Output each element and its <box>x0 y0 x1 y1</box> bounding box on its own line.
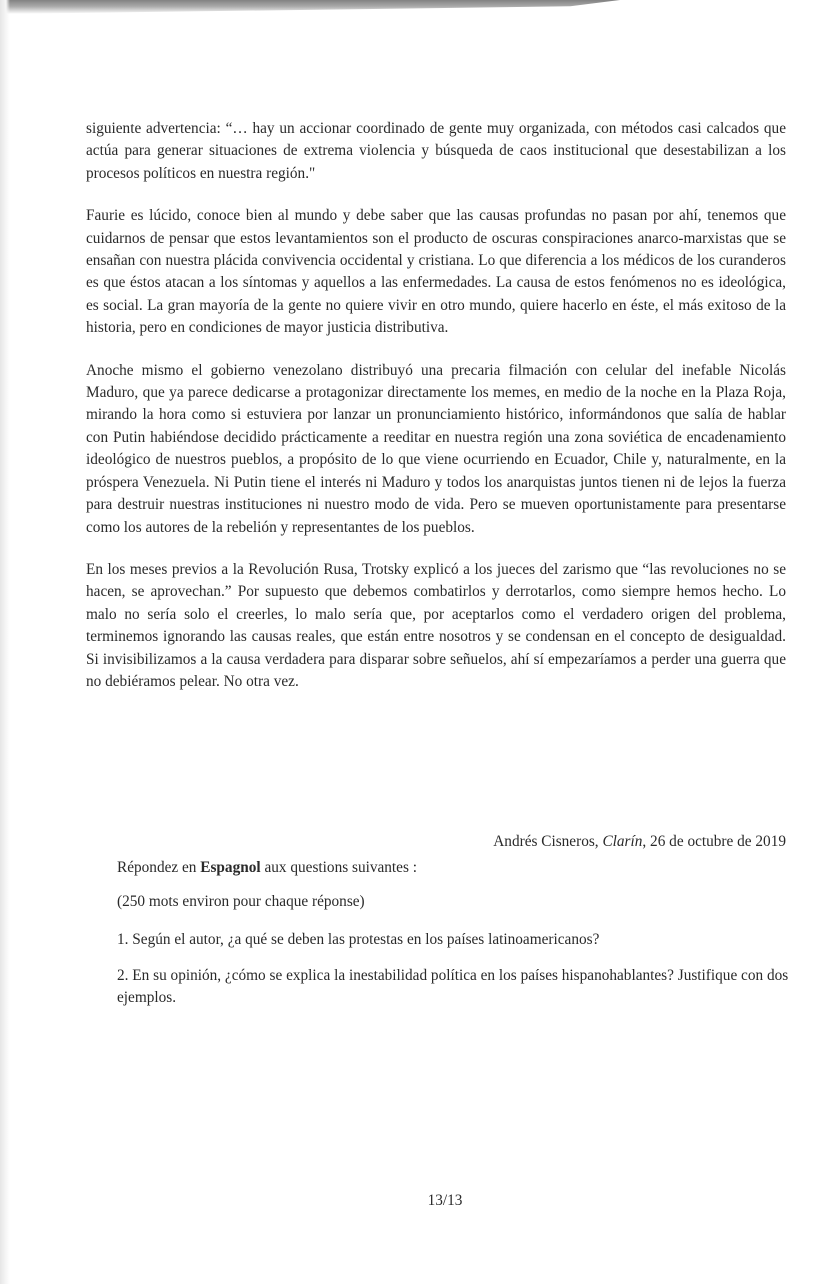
article-paragraph-3: Anoche mismo el gobierno venezolano distribuyó una precaria filmación con celular del inefable Nicolás Maduro, que ya parece dedicarse a protagonizar directamente los memes, en medio de la noche en la Plaza Roja, mirando la hora como si estuviera por lanzar un pronunciamiento histórico, informándonos que salía de hablar con Putin habiéndose decidido prácticamente a reeditar en nuestra región una zona soviética de encadenamiento ideológico de nuestros pueblos, a propósito de lo que viene ocurriendo en Ecuador, Chile y, naturalmente, en la próspera Venezuela. Ni Putin tiene el interés ni Maduro y todos los anarquistas juntos tienen ni de lejos la fuerza para destruir nuestras instituciones ni nuestro modo de vida. Pero se mueven oportunistamente para presentarse como los autores de la rebelión y representantes de los pueblos. <box>86 361 786 536</box>
questions-section <box>117 857 797 1023</box>
article-signature <box>86 831 786 853</box>
article-body <box>86 118 786 713</box>
questions-instruction <box>117 857 797 879</box>
signature-author: Andrés Cisneros, <box>493 833 603 850</box>
instruction-suffix: aux questions suivantes : <box>260 859 417 876</box>
article-paragraph-4: En los meses previos a la Revolución Rusa, Trotsky explicó a los jueces del zarismo que “las revoluciones no se hacen, se aprovechan.” Por supuesto que debemos combatirlos y derrotarlos, como siempre hemos hecho. Lo malo no sería solo el creerles, lo malo sería que, por aceptarlos como el verdadero origen del problema, terminemos ignorando las causas reales, que están entre nosotros y se condensan en el concepto de desigualdad. Si invisibilizamos a la causa verdadera para disparar sobre señuelos, ahí sí empezaríamos a perder una guerra que no debiéramos pelear. No otra vez. <box>86 560 786 690</box>
signature-source: Clarín <box>602 833 643 850</box>
questions-length-note: (250 mots environ pour chaque réponse) <box>117 893 365 910</box>
page-number: 13/13 <box>427 1192 463 1209</box>
question-2: 2. En su opinión, ¿cómo se explica la inestabilidad política en los países hispanohablantes? Justifique con dos ejemplos. <box>117 967 789 1006</box>
signature-date: , 26 de octubre de 2019 <box>642 833 786 850</box>
article-paragraph-1: siguiente advertencia: “… hay un accionar coordinado de gente muy organizada, con métodos casi calcados que actúa para generar situaciones de extrema violencia y búsqueda de caos institucional que desestabilizan a los procesos políticos en nuestra región." <box>86 120 786 182</box>
instruction-prefix: Répondez en <box>117 859 201 876</box>
instruction-language: Espagnol <box>200 859 261 876</box>
question-1: 1. Según el autor, ¿a qué se deben las protestas en los países latinoamericanos? <box>117 931 600 948</box>
scan-shadow-top <box>0 0 620 14</box>
article-paragraph-2: Faurie es lúcido, conoce bien al mundo y debe saber que las causas profundas no pasan por ahí, tenemos que cuidarnos de pensar que estos levantamientos son el producto de oscuras conspiraciones anarco-marxistas que se ensañan con nuestra plácida convivencia occidental y cristiana. Lo que diferencia a los médicos de los curanderos es que éstos atacan a los síntomas y aquellos a las enfermedades. La causa de estos fenómenos no es ideológica, es social. La gran mayoría de la gente no quiere vivir en otro mundo, quiere hacerlo en éste, el más exitoso de la historia, pero en condiciones de mayor justicia distributiva. <box>86 207 786 337</box>
scan-shadow-left <box>0 0 10 1284</box>
